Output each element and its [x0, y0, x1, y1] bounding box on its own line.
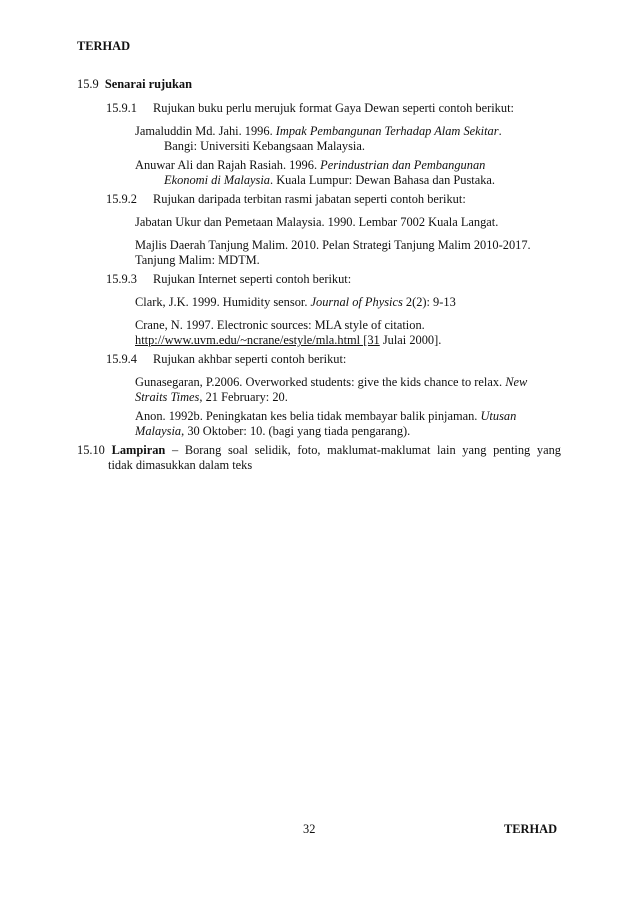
- subsection-text: Rujukan buku perlu merujuk format Gaya Dewan seperti contoh berikut:: [153, 101, 514, 115]
- reference-author: Gunasegaran, P.2006. Overworked students: give the kids chance to relax.: [135, 375, 506, 389]
- section-number: 15.9: [77, 77, 99, 91]
- reference-author: Clark, J.K. 1999. Humidity sensor.: [135, 295, 311, 309]
- section-title: Senarai rujukan: [104, 77, 192, 91]
- page-number: 32: [303, 822, 316, 836]
- footer-label: TERHAD: [504, 822, 558, 836]
- subsection-text: Rujukan daripada terbitan rasmi jabatan seperti contoh berikut:: [153, 192, 466, 206]
- reference-author: Anon. 1992b. Peningkatan kes belia tidak membayar balik pinjaman.: [135, 409, 481, 423]
- subsection-text: Rujukan Internet seperti contoh berikut:: [153, 272, 352, 286]
- section-text: – Borang soal selidik, foto, maklumat-maklumat lain yang penting yang: [171, 443, 561, 457]
- reference-newspaper: New: [505, 375, 528, 389]
- reference-continuation: Bangi: Universiti Kebangsaan Malaysia.: [164, 139, 365, 153]
- section-heading: [77, 77, 192, 92]
- reference-newspaper: Malaysia: [135, 424, 182, 438]
- reference-text: . Kuala Lumpur: Dewan Bahasa dan Pustaka.: [270, 173, 496, 187]
- reference-continuation: [135, 333, 441, 348]
- reference-text: , 30 Oktober: 10. (bagi yang tiada pengarang).: [181, 424, 411, 438]
- subsection-number: 15.9.1: [106, 101, 137, 115]
- reference-continuation: [135, 390, 288, 405]
- header-label: TERHAD: [77, 39, 131, 53]
- section-number: 15.10: [77, 443, 105, 457]
- reference-entry: Majlis Daerah Tanjung Malim. 2010. Pelan Strategi Tanjung Malim 2010-2017.: [135, 238, 531, 252]
- reference-continuation: [135, 424, 410, 439]
- reference-entry: Crane, N. 1997. Electronic sources: MLA style of citation.: [135, 318, 425, 332]
- reference-text: , 21 February: 20.: [199, 390, 288, 404]
- reference-newspaper: Straits Times: [135, 390, 200, 404]
- section-continuation: tidak dimasukkan dalam teks: [108, 458, 253, 472]
- reference-text: Julai 2000].: [379, 333, 442, 347]
- reference-journal: Journal of Physics: [310, 295, 403, 309]
- subsection-number: 15.9.3: [106, 272, 137, 286]
- reference-entry: [135, 124, 502, 139]
- reference-continuation: [164, 173, 495, 188]
- reference-title: Ekonomi di Malaysia: [164, 173, 270, 187]
- reference-continuation: Tanjung Malim: MDTM.: [135, 253, 260, 267]
- section-heading: [77, 443, 561, 458]
- reference-title: Perindustrian dan Pembangunan: [320, 158, 486, 172]
- reference-entry: [135, 375, 527, 390]
- section-title: Lampiran: [111, 443, 166, 457]
- reference-entry: [135, 295, 456, 310]
- reference-newspaper: Utusan: [480, 409, 517, 423]
- subsection-text: Rujukan akhbar seperti contoh berikut:: [153, 352, 347, 366]
- reference-entry: [135, 158, 485, 173]
- reference-text: .: [498, 124, 502, 138]
- subsection-number: 15.9.4: [106, 352, 137, 366]
- reference-text: 2(2): 9-13: [402, 295, 456, 309]
- reference-link[interactable]: http://www.uvm.edu/~ncrane/estyle/mla.html [31: [135, 333, 380, 347]
- reference-title: Impak Pembangunan Terhadap Alam Sekitar: [275, 124, 499, 138]
- reference-entry: Jabatan Ukur dan Pemetaan Malaysia. 1990. Lembar 7002 Kuala Langat.: [135, 215, 499, 229]
- reference-entry: [135, 409, 516, 424]
- reference-author: Anuwar Ali dan Rajah Rasiah. 1996.: [135, 158, 321, 172]
- reference-author: Jamaluddin Md. Jahi. 1996.: [135, 124, 276, 138]
- subsection-number: 15.9.2: [106, 192, 137, 206]
